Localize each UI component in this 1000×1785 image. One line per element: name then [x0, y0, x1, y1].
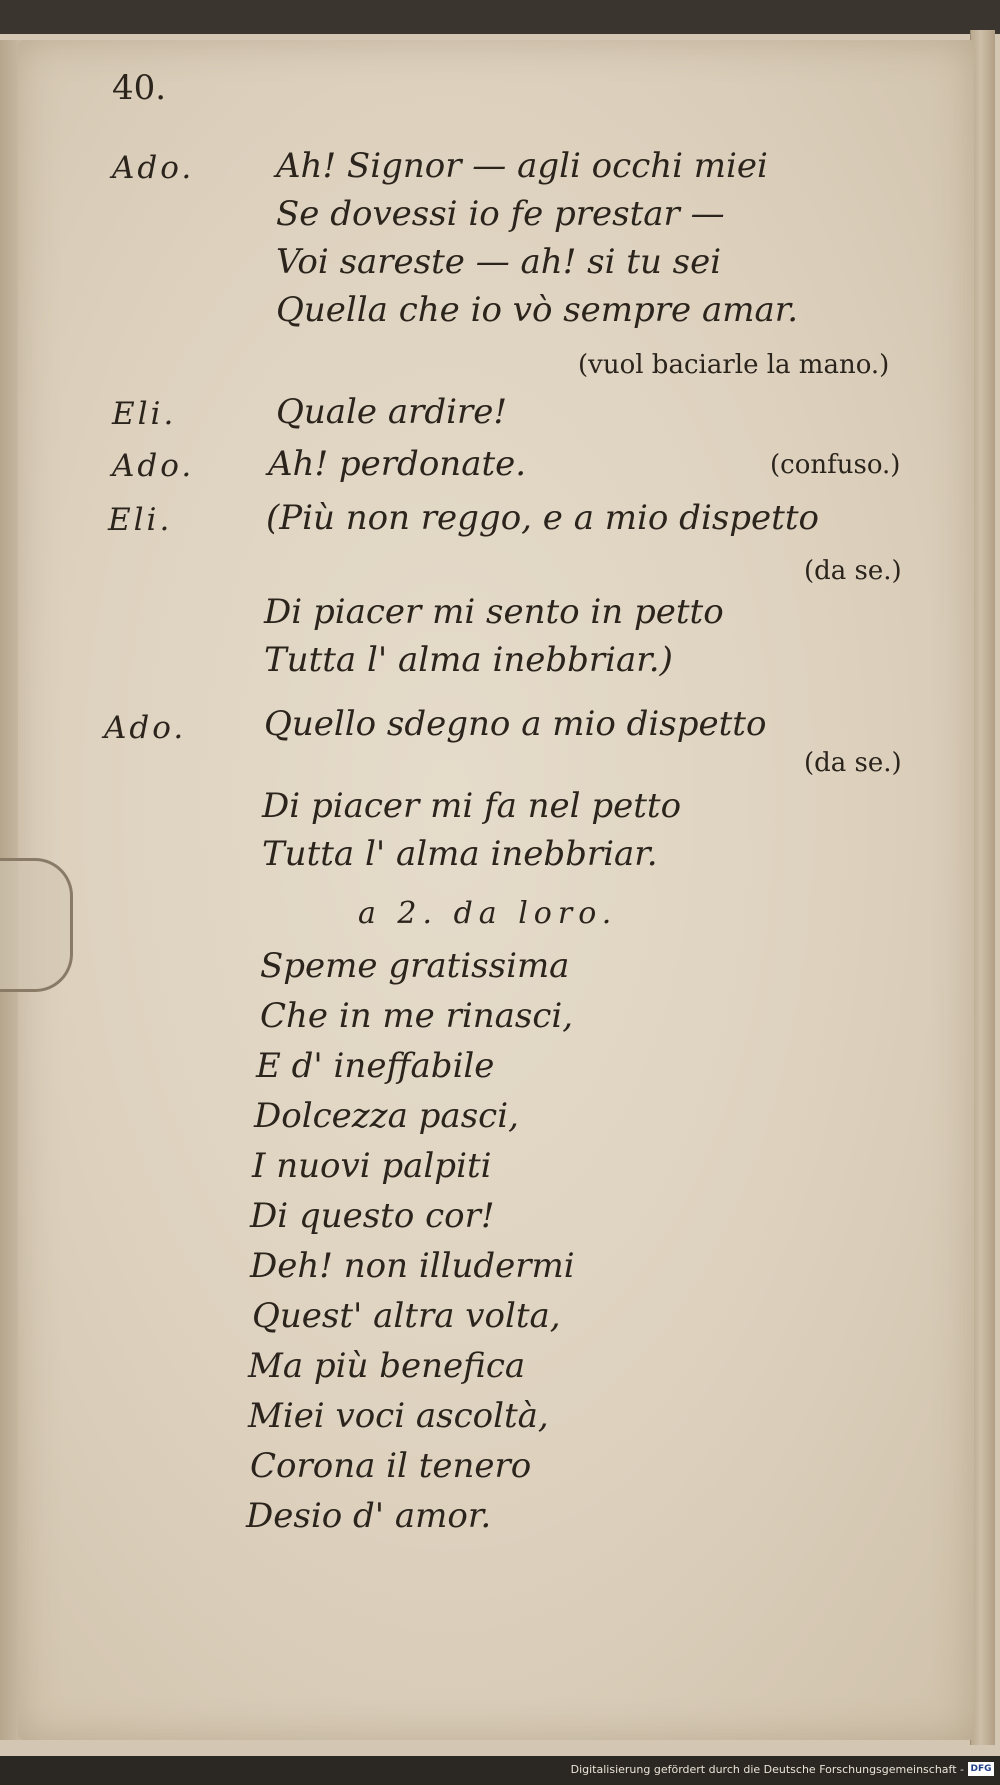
stage-direction: (da se.) — [804, 748, 902, 778]
verse-line: Speme gratissima — [260, 946, 570, 986]
verse-line: Deh! non illudermi — [250, 1246, 575, 1286]
stage-direction: (vuol baciarle la mano.) — [578, 350, 890, 380]
page-clip — [0, 858, 73, 992]
verse-line: Ah! perdonate. — [268, 444, 527, 484]
verse-line: (Più non reggo, e a mio dispetto — [266, 498, 819, 538]
duet-heading: a 2. da loro. — [358, 896, 618, 931]
verse-line: Tutta l' alma inebbriar.) — [264, 640, 673, 680]
verse-line: Tutta l' alma inebbriar. — [262, 834, 658, 874]
verse-line: Di piacer mi fa nel petto — [262, 786, 682, 826]
speaker-label: Eli. — [112, 396, 177, 432]
verse-line: Ah! Signor — agli occhi miei — [276, 146, 768, 186]
stage-direction: (da se.) — [804, 556, 902, 586]
verse-line: Di piacer mi sento in petto — [264, 592, 724, 632]
verse-line: Quale ardire! — [276, 392, 508, 432]
verse-line: Quello sdegno a mio dispetto — [264, 704, 767, 744]
dfg-logo: DFG — [968, 1762, 994, 1776]
speaker-label: Ado. — [112, 448, 195, 484]
verse-line: Che in me rinasci, — [260, 996, 574, 1036]
verse-line: Quella che io vò sempre amar. — [276, 290, 799, 330]
verse-line: E d' ineffabile — [256, 1046, 495, 1086]
verse-line: Quest' altra volta, — [252, 1296, 561, 1336]
stage-direction: (confuso.) — [770, 450, 901, 480]
verse-line: Desio d' amor. — [246, 1496, 492, 1536]
verse-line: I nuovi palpiti — [252, 1146, 492, 1186]
verse-line: Dolcezza pasci, — [254, 1096, 519, 1136]
verse-line: Corona il tenero — [250, 1446, 532, 1486]
verse-line: Miei voci ascoltà, — [248, 1396, 549, 1436]
speaker-label: Ado. — [104, 710, 187, 746]
verse-line: Voi sareste — ah! si tu sei — [276, 242, 722, 282]
verse-line: Ma più benefica — [248, 1346, 526, 1386]
page-number: 40. — [112, 68, 167, 108]
speaker-label: Eli. — [108, 502, 173, 538]
verse-line: Se dovessi io fe prestar — — [276, 194, 725, 234]
digitization-credit: Digitalisierung gefördert durch die Deutsche Forschungsgemeinschaft - — [570, 1763, 964, 1776]
speaker-label: Ado. — [112, 150, 195, 186]
verse-line: Di questo cor! — [250, 1196, 495, 1236]
